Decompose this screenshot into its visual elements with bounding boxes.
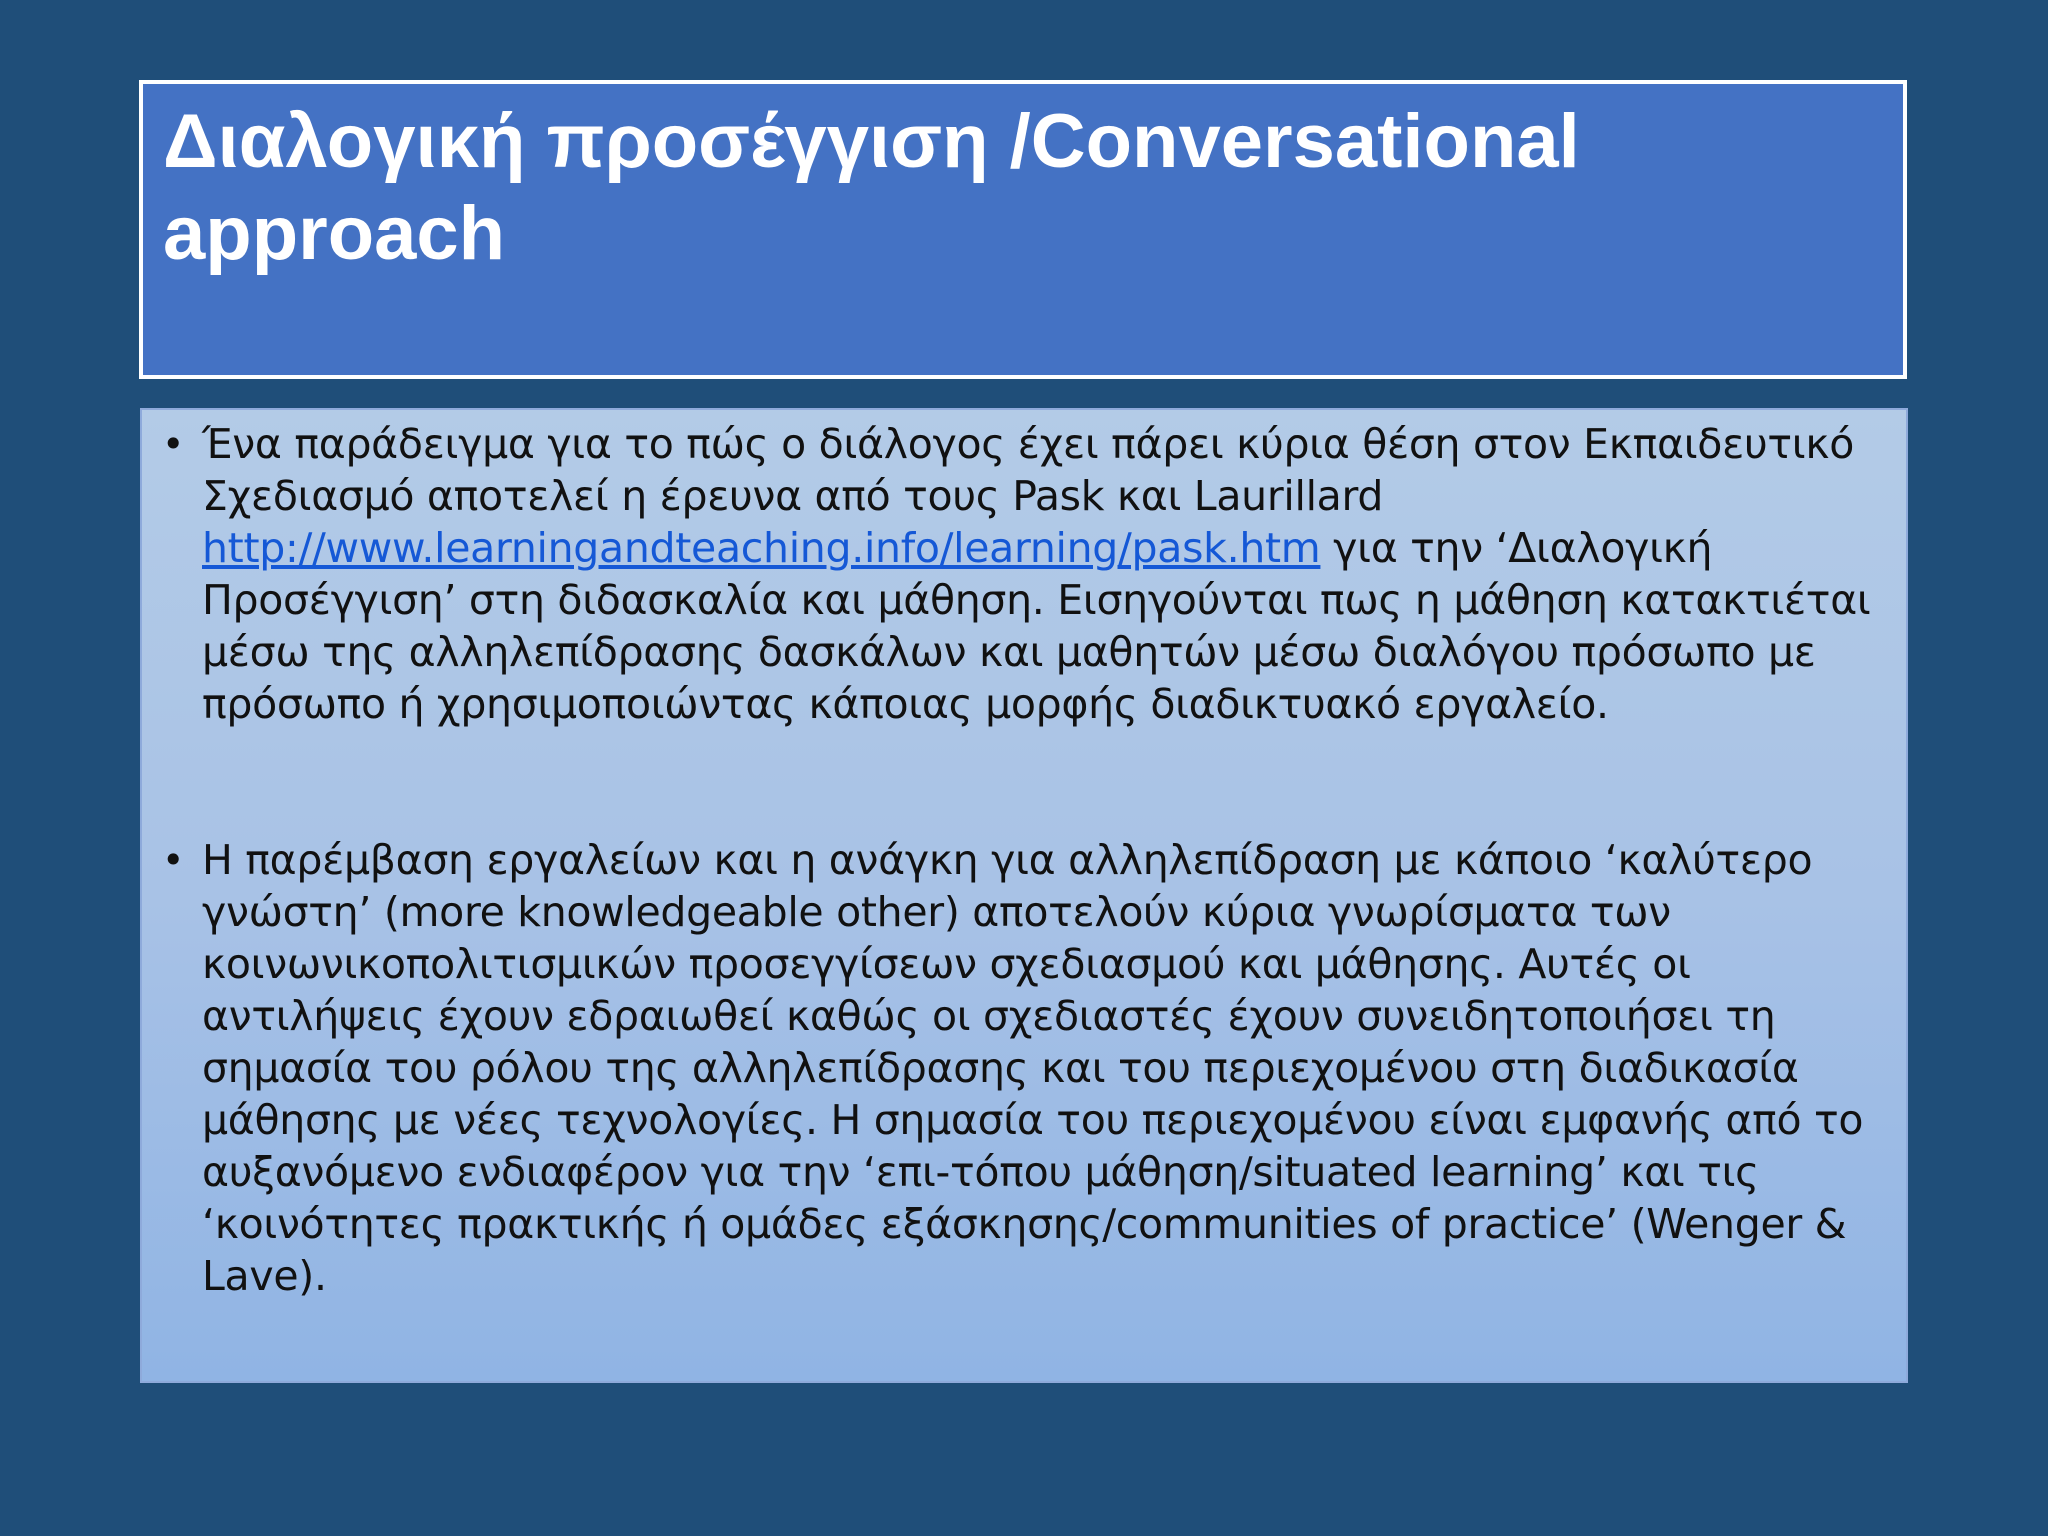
bullet-item-2 — [162, 834, 1876, 1302]
bullet-item-1 — [162, 418, 1876, 730]
bullet-1-text-after-link: για την ‘Διαλογική Προσέγγιση’ στη διδασκαλία και μάθηση. Εισηγούνται πως η μάθηση κατακτιέται μέσω της αλληλεπίδρασης δασκάλων και μαθητών μέσω διαλόγου πρόσωπο με πρόσωπο ή χρησιμοποιώντας κάποιας μορφής διαδικτυακό εργαλείο. — [202, 524, 1871, 728]
bullet-1-text-before-link: Ένα παράδειγμα για το πώς ο διάλογος έχει πάρει κύρια θέση στον Εκπαιδευτικό Σχεδιασμό αποτελεί η έρευνα από τους Pask και Laurillard — [202, 420, 1854, 520]
bullet-2-text: Η παρέμβαση εργαλείων και η ανάγκη για αλληλεπίδραση με κάποιο ‘καλύτερο γνώστη’ (more knowledgeable other) αποτελούν κύρια γνωρίσματα των κοινωνικοπολιτισμικών προσεγγίσεων σχεδιασμού και μάθησης. Αυτές οι αντιλήψεις έχουν εδραιωθεί καθώς οι σχεδιαστές έχουν συνειδητοποιήσει τη σημασία του ρόλου της αλληλεπίδρασης και του περιεχομένου στη διαδικασία μάθησης με νέες τεχνολογίες. Η σημασία του περιεχομένου είναι εμφανής από το αυξανόμενο ενδιαφέρον για την ‘επι-τόπου μάθηση/situated learning’ και τις ‘κοινότητες πρακτικής ή ομάδες εξάσκησης/communities of practice’ (Wenger & Lave). — [202, 836, 1864, 1300]
slide-title-box — [139, 80, 1907, 379]
bullet-icon: • — [162, 422, 185, 466]
bullet-icon: • — [162, 838, 185, 882]
slide-title: Διαλογική προσέγγιση /Conversational approach — [163, 99, 1580, 276]
pask-link[interactable]: http://www.learningandteaching.info/learning/pask.htm — [202, 524, 1321, 572]
bullet-list — [162, 418, 1876, 1302]
slide-content-box — [140, 408, 1908, 1383]
